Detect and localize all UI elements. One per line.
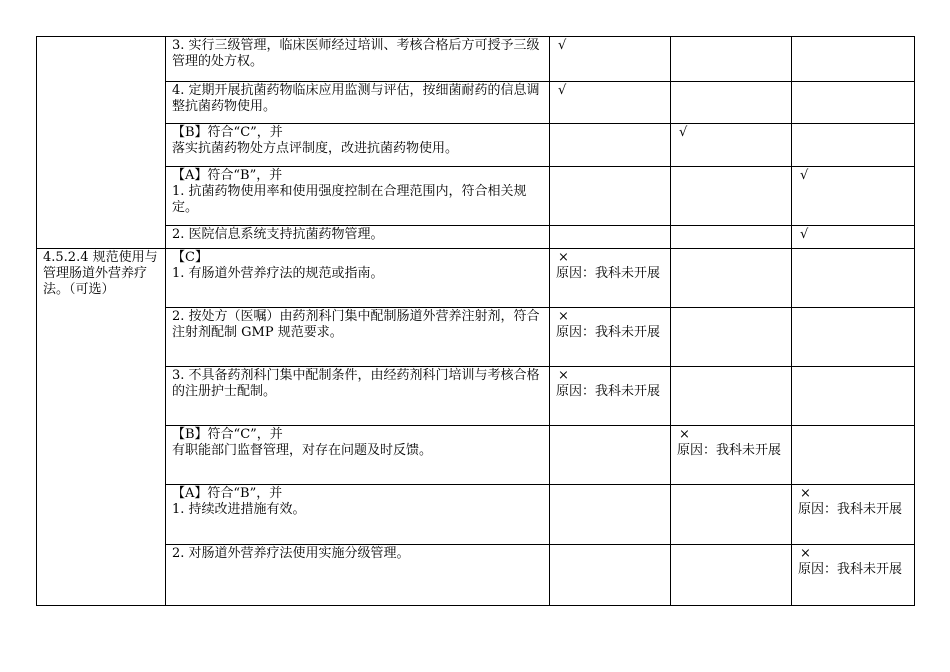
reason-text: 原因：我科未开展 (798, 562, 903, 577)
grade-b-cell (671, 485, 792, 545)
grade-a-cell (792, 308, 915, 367)
content-line: 1. 有肠道外营养疗法的规范或指南。 (172, 266, 384, 281)
content-line: 2. 医院信息系统支持抗菌药物管理。 (172, 227, 384, 242)
cross-mark: × (558, 250, 569, 265)
grade-c-cell (550, 167, 671, 226)
grade-b-cell (671, 249, 792, 308)
grade-a-cell (792, 167, 915, 226)
check-mark: √ (558, 83, 567, 98)
grade-a-cell (792, 226, 915, 249)
cross-mark: × (558, 309, 569, 324)
grade-b-cell (671, 308, 792, 367)
grade-b-cell (671, 167, 792, 226)
content-line: 【A】符合“B”，并 (172, 486, 283, 501)
grade-b-cell (671, 426, 792, 485)
cross-mark: × (800, 546, 811, 561)
check-mark: √ (558, 38, 567, 53)
content-line: 1. 抗菌药物使用率和使用强度控制在合理范围内，符合相关规定。 (172, 184, 527, 215)
grade-c-cell (550, 37, 671, 82)
table-row (37, 124, 915, 167)
content-line: 3. 不具备药剂科门集中配制条件，由经药剂科门培训与考核合格的注册护士配制。 (172, 368, 540, 399)
section-cell-empty (37, 37, 166, 249)
grade-c-cell (550, 249, 671, 308)
table-row (37, 226, 915, 249)
grade-a-cell (792, 545, 915, 606)
reason-text: 原因：我科未开展 (556, 384, 661, 399)
content-cell (166, 308, 550, 367)
grade-b-cell (671, 545, 792, 606)
content-cell (166, 485, 550, 545)
reason-text: 原因：我科未开展 (798, 502, 903, 517)
table-row (37, 485, 915, 545)
content-cell (166, 367, 550, 426)
content-line: 【A】符合“B”，并 (172, 168, 283, 183)
table-row (37, 308, 915, 367)
cross-mark: × (679, 427, 690, 442)
content-cell (166, 37, 550, 82)
grade-c-cell (550, 226, 671, 249)
grade-b-cell (671, 82, 792, 124)
content-line: 3. 实行三级管理，临床医师经过培训、考核合格后方可授予三级管理的处方权。 (172, 38, 540, 69)
grade-a-cell (792, 485, 915, 545)
content-cell (166, 426, 550, 485)
grade-c-cell (550, 367, 671, 426)
grade-c-cell (550, 308, 671, 367)
content-line: 【C】 (172, 250, 208, 265)
check-mark: √ (679, 125, 688, 140)
grade-a-cell (792, 82, 915, 124)
table-row (37, 367, 915, 426)
grade-a-cell (792, 124, 915, 167)
table-row (37, 82, 915, 124)
section-cell (37, 249, 166, 606)
check-mark: √ (800, 168, 809, 183)
table-row (37, 37, 915, 82)
content-cell (166, 249, 550, 308)
content-line: 2. 按处方（医嘱）由药剂科门集中配制肠道外营养注射剂，符合注射剂配制 GMP 规范要求。 (172, 309, 540, 340)
table-row (37, 426, 915, 485)
table-row (37, 167, 915, 226)
section-label: 4.5.2.4 规范使用与管理肠道外营养疗法。（可选） (43, 250, 158, 297)
table-row (37, 545, 915, 606)
content-cell (166, 167, 550, 226)
content-line: 【B】符合“C”，并 (172, 125, 283, 140)
grade-c-cell (550, 485, 671, 545)
grade-b-cell (671, 226, 792, 249)
content-cell (166, 82, 550, 124)
cross-mark: × (558, 368, 569, 383)
reason-text: 原因：我科未开展 (677, 443, 782, 458)
grade-c-cell (550, 82, 671, 124)
grade-c-cell (550, 545, 671, 606)
grade-a-cell (792, 367, 915, 426)
grade-a-cell (792, 426, 915, 485)
table-row (37, 249, 915, 308)
content-cell (166, 545, 550, 606)
reason-text: 原因：我科未开展 (556, 266, 661, 281)
content-line: 1. 持续改进措施有效。 (172, 502, 306, 517)
grade-c-cell (550, 426, 671, 485)
grade-b-cell (671, 37, 792, 82)
grade-a-cell (792, 249, 915, 308)
content-cell (166, 124, 550, 167)
content-cell (166, 226, 550, 249)
cross-mark: × (800, 486, 811, 501)
content-line: 【B】符合“C”，并 (172, 427, 283, 442)
check-mark: √ (800, 227, 809, 242)
content-line: 落实抗菌药物处方点评制度，改进抗菌药物使用。 (172, 141, 459, 156)
content-line: 4. 定期开展抗菌药物临床应用监测与评估，按细菌耐药的信息调整抗菌药物使用。 (172, 83, 540, 114)
reason-text: 原因：我科未开展 (556, 325, 661, 340)
content-line: 有职能部门监督管理，对存在问题及时反馈。 (172, 443, 433, 458)
evaluation-table (36, 36, 915, 606)
grade-b-cell (671, 367, 792, 426)
grade-a-cell (792, 37, 915, 82)
content-line: 2. 对肠道外营养疗法使用实施分级管理。 (172, 546, 410, 561)
grade-c-cell (550, 124, 671, 167)
grade-b-cell (671, 124, 792, 167)
